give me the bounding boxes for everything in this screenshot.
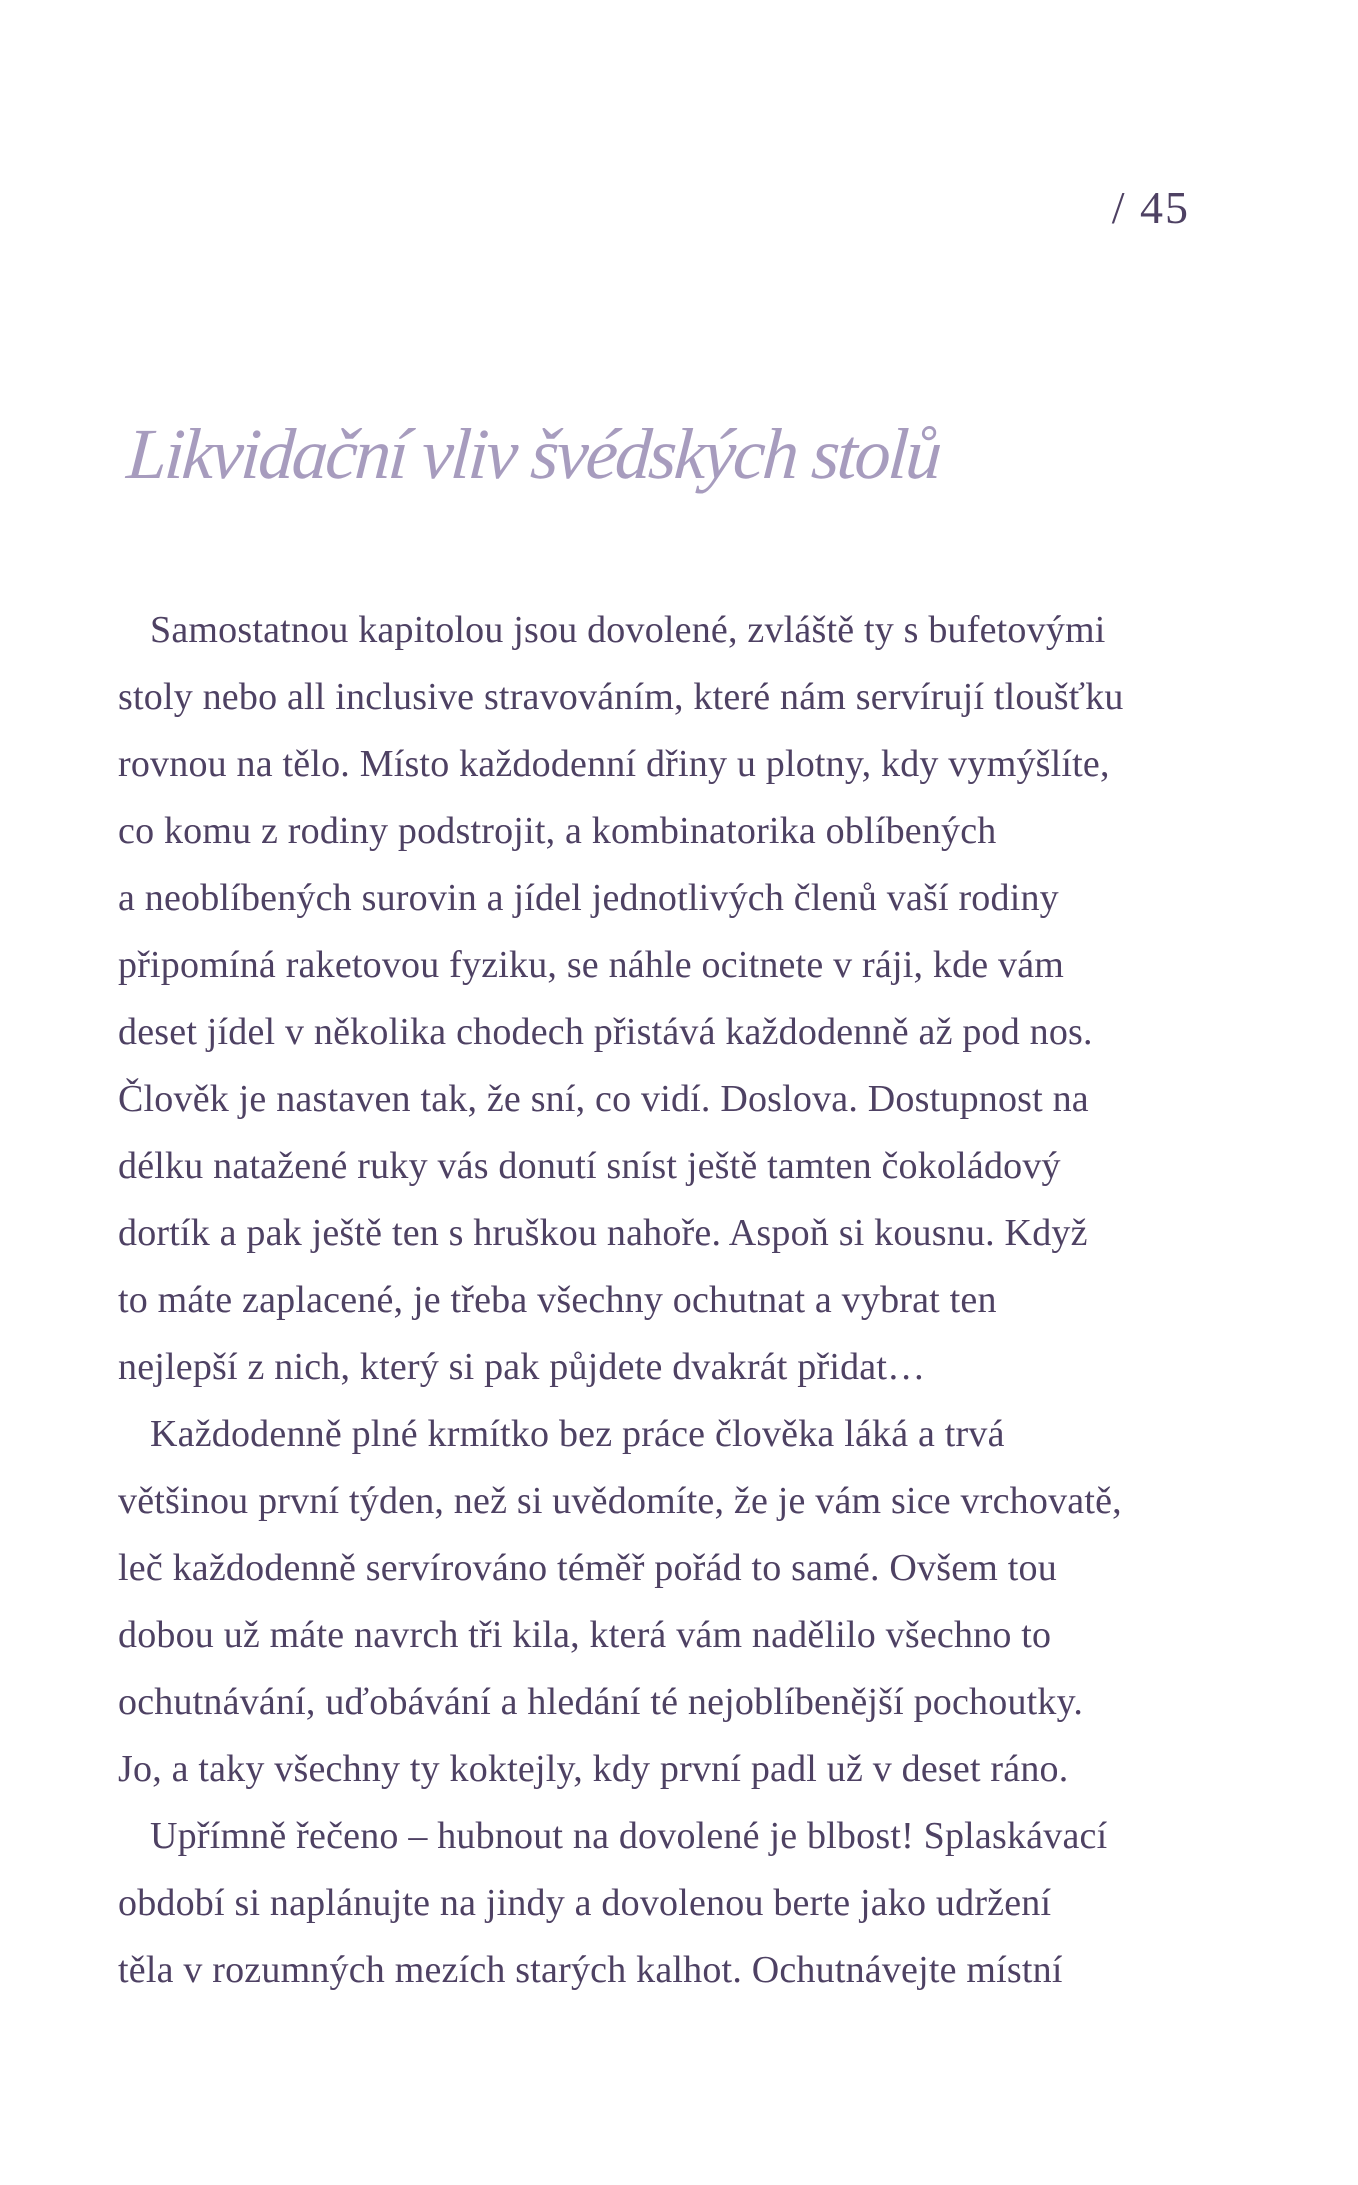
text-line: dortík a pak ještě ten s hruškou nahoře. Aspoň si kousnu. Když: [118, 1212, 1088, 1254]
text-line: a neoblíbených surovin a jídel jednotlivých členů vaší rodiny: [118, 877, 1059, 919]
text-line: Každodenně plné krmítko bez práce člověka láká a trvá: [150, 1413, 1005, 1455]
page-number: / 45: [1111, 182, 1190, 233]
body-text: [118, 597, 1248, 2004]
paragraph: [118, 1803, 1248, 2004]
text-line: stoly nebo all inclusive stravováním, které nám servírují tloušťku: [118, 676, 1124, 718]
text-line: Člověk je nastaven tak, že sní, co vidí. Doslova. Dostupnost na: [118, 1078, 1089, 1120]
text-line: období si naplánujte na jindy a dovolenou berte jako udržení: [118, 1882, 1052, 1924]
text-line: deset jídel v několika chodech přistává každodenně až pod nos.: [118, 1011, 1093, 1053]
text-line: to máte zaplacené, je třeba všechny ochutnat a vybrat ten: [118, 1279, 997, 1321]
paragraph: [118, 1401, 1248, 1803]
text-line: většinou první týden, než si uvědomíte, že je vám sice vrchovatě,: [118, 1480, 1122, 1522]
text-line: rovnou na tělo. Místo každodenní dřiny u plotny, kdy vymýšlíte,: [118, 743, 1110, 785]
text-line: ochutnávání, uďobávání a hledání té nejoblíbenější pochoutky.: [118, 1681, 1084, 1723]
chapter-title: Likvidační vliv švédských stolů: [124, 414, 943, 494]
paragraph: [118, 597, 1248, 1401]
text-line: nejlepší z nich, který si pak půjdete dvakrát přidat…: [118, 1346, 926, 1388]
text-line: Upřímně řečeno – hubnout na dovolené je blbost! Splaskávací: [150, 1815, 1108, 1857]
text-line: Samostatnou kapitolou jsou dovolené, zvláště ty s bufetovými: [150, 609, 1106, 651]
text-line: těla v rozumných mezích starých kalhot. Ochutnávejte místní: [118, 1949, 1063, 1991]
text-line: dobou už máte navrch tři kila, která vám nadělilo všechno to: [118, 1614, 1052, 1656]
text-line: Jo, a taky všechny ty koktejly, kdy první padl už v deset ráno.: [118, 1748, 1069, 1790]
text-line: leč každodenně servírováno téměř pořád to samé. Ovšem tou: [118, 1547, 1057, 1589]
text-line: co komu z rodiny podstrojit, a kombinatorika oblíbených: [118, 810, 997, 852]
text-line: délku natažené ruky vás donutí sníst ještě tamten čokoládový: [118, 1145, 1061, 1187]
text-line: připomíná raketovou fyziku, se náhle ocitnete v ráji, kde vám: [118, 944, 1065, 986]
